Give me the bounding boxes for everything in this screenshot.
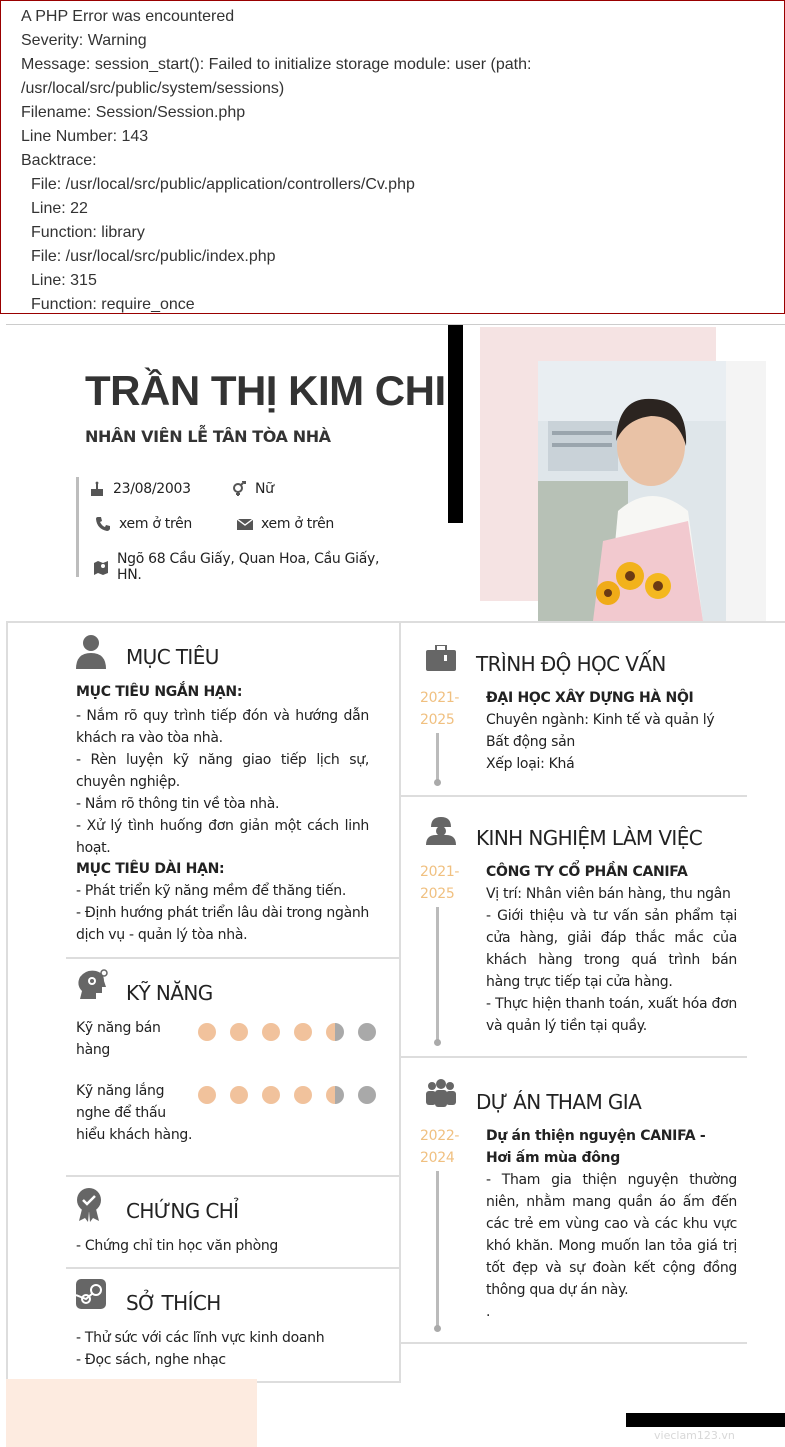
list-item: - Nắm rõ thông tin về tòa nhà. xyxy=(76,796,280,812)
error-filename: Filename: Session/Session.php xyxy=(21,104,246,121)
email-item xyxy=(237,516,334,532)
envelope-icon xyxy=(237,518,253,530)
rating-dot xyxy=(358,1023,376,1041)
detail-line: Bất động sản xyxy=(486,734,575,750)
certificate-item: - Chứng chỉ tin học văn phòng xyxy=(76,1238,279,1254)
timeline-dot xyxy=(434,1325,441,1332)
watermark: vieclam123.vn xyxy=(654,1429,735,1442)
skill-rating xyxy=(198,1086,390,1104)
backtrace-line: Line: 315 xyxy=(31,272,97,289)
rating-dot xyxy=(230,1086,248,1104)
list-item: - Phát triển kỹ năng mềm để thăng tiến. xyxy=(76,883,346,899)
detail-line: Xếp loại: Khá xyxy=(486,756,575,772)
map-pin-icon xyxy=(93,559,109,575)
phone-item xyxy=(95,516,192,532)
birthday-item xyxy=(89,481,191,497)
skill-label: Kỹ năng lắng nghe để thấu hiểu khách hàng. xyxy=(76,1083,193,1143)
year-end: 2025 xyxy=(420,886,455,902)
contact-info xyxy=(76,477,406,583)
education-details xyxy=(486,709,714,775)
worker-icon xyxy=(426,817,456,845)
list-item: - Nắm rõ quy trình tiếp đón và hướng dẫn khách ra vào tòa nhà. xyxy=(76,708,369,746)
cake-icon xyxy=(89,481,105,497)
php-error-box xyxy=(0,0,785,314)
hobbies-list xyxy=(76,1327,324,1371)
company-name: CÔNG TY CỔ PHẦN CANIFA xyxy=(486,864,688,880)
objective-short-list xyxy=(76,705,369,859)
list-item: - Đọc sách, nghe nhạc xyxy=(76,1352,226,1368)
footer-peach-block xyxy=(6,1379,257,1447)
footer-black-bar xyxy=(626,1413,785,1427)
certificates-title: CHỨNG CHỈ xyxy=(126,1199,239,1223)
year-end: 2025 xyxy=(420,712,455,728)
year-start: 2021- xyxy=(420,864,460,880)
year-start: 2022- xyxy=(420,1128,460,1144)
section-divider xyxy=(66,1267,399,1269)
error-message-path: /usr/local/src/public/system/sessions) xyxy=(21,80,285,97)
certificate-icon xyxy=(76,1187,102,1223)
experience-years xyxy=(420,861,459,905)
project-details: - Tham gia thiện nguyện thường niên, nhằm mang quần áo ấm đến các trẻ em vùng cao và các khu vực khó khăn. Mong muốn lan tỏa giá trị tốt đẹp và sự đoàn kết cộng đồng thông qua dự án này. xyxy=(486,1172,737,1298)
birthday-value: 23/08/2003 xyxy=(113,481,191,497)
timeline-line xyxy=(436,733,439,783)
head-gear-icon xyxy=(76,969,108,1001)
timeline-line xyxy=(436,1171,439,1327)
profile-photo xyxy=(538,361,766,621)
error-line-number: Line Number: 143 xyxy=(21,128,149,145)
backtrace-function: Function: require_once xyxy=(31,296,195,313)
header-divider xyxy=(6,621,785,623)
list-item: - Định hướng phát triển lâu dài trong ngành dịch vụ - quản lý tòa nhà. xyxy=(76,905,369,943)
section-divider xyxy=(401,1056,747,1058)
rating-dot xyxy=(294,1023,312,1041)
detail-line: Chuyên ngành: Kinh tế và quản lý xyxy=(486,712,715,728)
gender-value: Nữ xyxy=(255,481,274,497)
rating-dot xyxy=(262,1086,280,1104)
error-title: A PHP Error was encountered xyxy=(21,8,235,25)
backtrace-function: Function: library xyxy=(31,224,145,241)
address-item xyxy=(93,551,406,583)
timeline-dot xyxy=(434,779,441,786)
project-extra: . xyxy=(486,1304,491,1320)
error-severity: Severity: Warning xyxy=(21,32,147,49)
objective-long-list xyxy=(76,880,369,946)
job-title: NHÂN VIÊN LỄ TÂN TÒA NHÀ xyxy=(85,427,331,446)
section-divider xyxy=(401,1342,747,1344)
phone-value: xem ở trên xyxy=(119,516,192,532)
timeline-line xyxy=(436,907,439,1041)
cv-page xyxy=(6,324,785,1447)
experience-details xyxy=(486,905,737,1037)
education-title: TRÌNH ĐỘ HỌC VẤN xyxy=(476,652,666,676)
rating-dot xyxy=(230,1023,248,1041)
list-item: - Rèn luyện kỹ năng giao tiếp lịch sự, chuyên nghiệp. xyxy=(76,752,369,790)
rating-dot xyxy=(198,1023,216,1041)
long-term-heading: MỤC TIÊU DÀI HẠN: xyxy=(76,861,225,877)
short-term-heading: MỤC TIÊU NGẮN HẠN: xyxy=(76,684,243,700)
hobbies-title: SỞ THÍCH xyxy=(126,1291,221,1315)
error-backtrace-label: Backtrace: xyxy=(21,152,97,169)
education-years xyxy=(420,687,459,731)
detail-line: - Thực hiện thanh toán, xuất hóa đơn và quản lý tiền tại quầy. xyxy=(486,996,737,1034)
projects-title: DỰ ÁN THAM GIA xyxy=(476,1090,642,1114)
phone-icon xyxy=(95,516,111,532)
backtrace-file: File: /usr/local/src/public/index.php xyxy=(31,248,276,265)
person-icon xyxy=(76,633,106,669)
backtrace-file: File: /usr/local/src/public/application/controllers/Cv.php xyxy=(31,176,415,193)
address-value: Ngõ 68 Cầu Giấy, Quan Hoa, Cầu Giấy, HN. xyxy=(117,551,380,583)
gender-item xyxy=(231,481,274,497)
project-name: Dự án thiện nguyện CANIFA - Hơi ấm mùa đông xyxy=(486,1128,706,1166)
school-name: ĐẠI HỌC XÂY DỰNG HÀ NỘI xyxy=(486,690,694,706)
rating-dot xyxy=(358,1086,376,1104)
header-black-bar xyxy=(448,325,463,523)
list-item: - Xử lý tình huống đơn giản một cách linh hoạt. xyxy=(76,818,369,856)
section-divider xyxy=(66,1175,399,1177)
skill-rating xyxy=(198,1023,390,1041)
rating-dot xyxy=(262,1023,280,1041)
rating-dot xyxy=(294,1086,312,1104)
section-divider xyxy=(401,795,747,797)
gender-icon xyxy=(231,481,247,497)
error-message: Message: session_start(): Failed to initialize storage module: user (path: xyxy=(21,56,532,73)
skills-title: KỸ NĂNG xyxy=(126,981,213,1005)
objective-title: MỤC TIÊU xyxy=(126,645,219,669)
rating-dot xyxy=(326,1023,344,1041)
candidate-name: TRẦN THỊ KIM CHI xyxy=(85,367,446,414)
team-icon xyxy=(426,1079,456,1107)
skill-label: Kỹ năng bán hàng xyxy=(76,1020,161,1058)
rating-dot xyxy=(198,1086,216,1104)
experience-title: KINH NGHIỆM LÀM VIỆC xyxy=(476,826,703,850)
section-divider xyxy=(66,957,399,959)
project-years xyxy=(420,1125,459,1169)
position: Vị trí: Nhân viên bán hàng, thu ngân xyxy=(486,886,731,902)
year-end: 2024 xyxy=(420,1150,455,1166)
steam-icon xyxy=(76,1279,106,1309)
year-start: 2021- xyxy=(420,690,460,706)
detail-line: - Giới thiệu và tư vấn sản phẩm tại cửa hàng, giải đáp thắc mắc của khách hàng trong quá trình bán hàng trực tiếp tại cửa hàng. xyxy=(486,908,737,990)
left-border xyxy=(6,622,8,1379)
column-divider xyxy=(399,622,401,1383)
rating-dot xyxy=(326,1086,344,1104)
backtrace-line: Line: 22 xyxy=(31,200,88,217)
timeline-dot xyxy=(434,1039,441,1046)
list-item: - Thử sức với các lĩnh vực kinh doanh xyxy=(76,1330,325,1346)
briefcase-icon xyxy=(426,645,456,671)
email-value: xem ở trên xyxy=(261,516,334,532)
